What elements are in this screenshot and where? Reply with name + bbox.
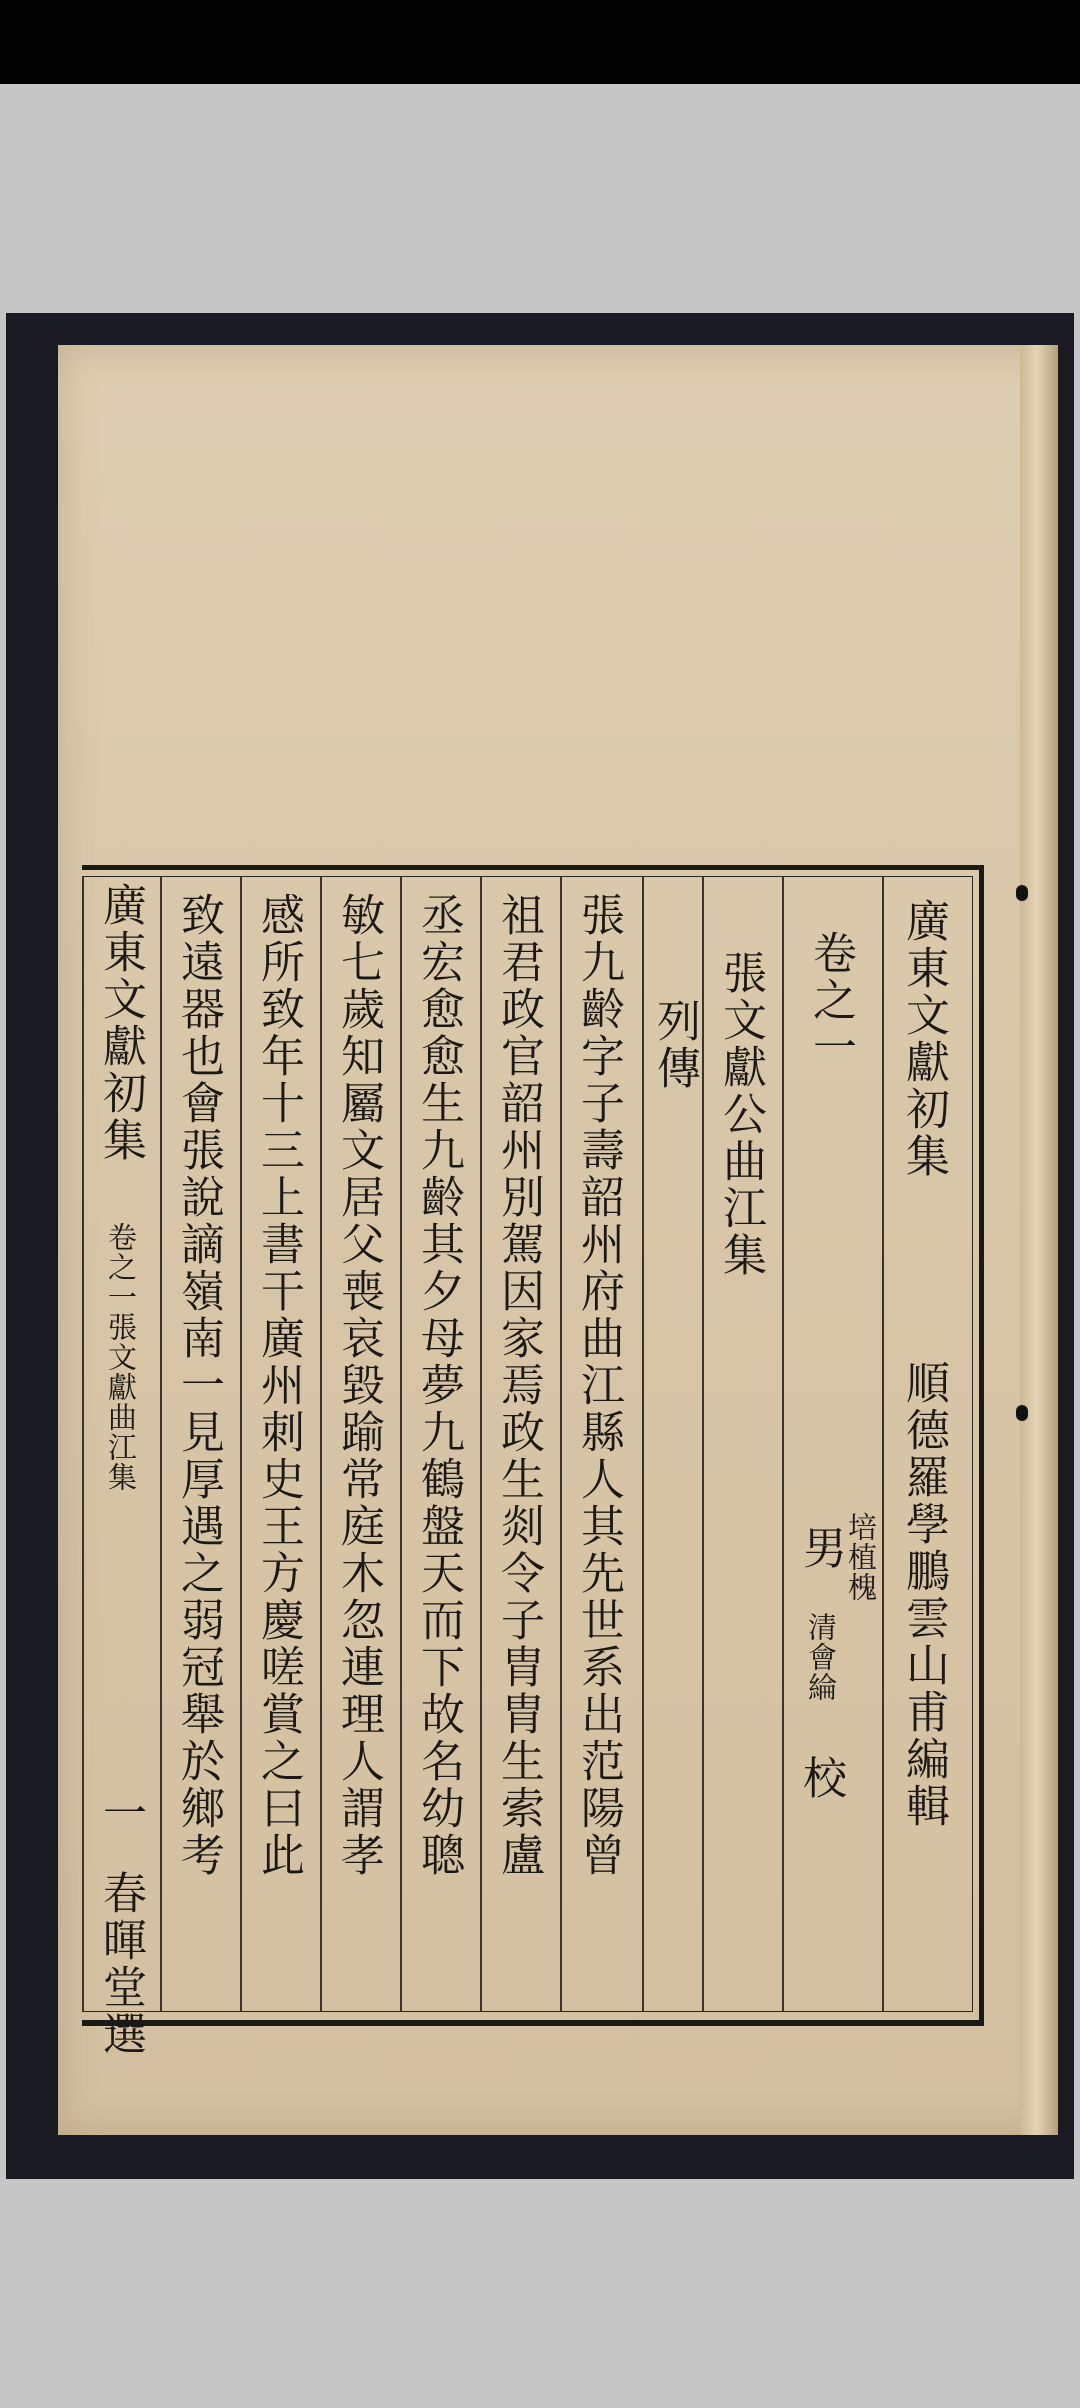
book-title: 廣東文獻初集 xyxy=(898,898,949,1180)
sons-names-right: 培植槐 xyxy=(844,1512,878,1602)
page-spine-edge xyxy=(1020,345,1058,2135)
scanned-page-image xyxy=(6,313,1074,2179)
body-line-3: 丞宏愈愈生九齡其夕母夢九鶴盤天而下故名幼聰 xyxy=(413,892,464,1879)
section-heading: 列傳 xyxy=(649,998,700,1092)
body-line-2: 祖君政官韶州別駕因家焉政生剡令子胄胄生索盧 xyxy=(493,892,544,1879)
body-line-4: 敏七歲知屬文居父喪哀毀踰常庭木忽連理人謂孝 xyxy=(333,892,384,1879)
margin-hall-name: 春暉堂選 xyxy=(95,1870,146,2058)
margin-chapter: 卷之一張文獻曲江集 xyxy=(104,1222,138,1492)
book-page xyxy=(58,345,1058,2135)
top-black-bar xyxy=(0,0,1080,84)
work-title: 張文獻公曲江集 xyxy=(715,950,766,1279)
son-label: 男 xyxy=(795,1525,846,1572)
margin-book-title: 廣東文獻初集 xyxy=(95,882,146,1164)
body-line-6: 致遠器也會張說謫嶺南一見厚遇之弱冠舉於鄉考 xyxy=(173,892,224,1879)
binding-hole-upper xyxy=(1016,885,1028,901)
volume-label: 卷之一 xyxy=(805,930,856,1071)
bottom-gray-area xyxy=(0,2179,1080,2408)
binding-hole-lower xyxy=(1016,1405,1028,1421)
body-line-5: 感所致年十三上書干廣州刺史王方慶嗟賞之曰此 xyxy=(253,892,304,1879)
sons-names-left: 清會綸 xyxy=(804,1612,838,1702)
print-frame xyxy=(82,865,984,2058)
proofread-mark: 校 xyxy=(795,1755,846,1802)
margin-page-number: 一 xyxy=(95,1790,146,1837)
body-line-1: 張九齡字子壽韶州府曲江縣人其先世系出范陽曾 xyxy=(573,892,624,1879)
compiler-credit: 順德羅學鵬雲山甫編輯 xyxy=(898,1360,949,1830)
